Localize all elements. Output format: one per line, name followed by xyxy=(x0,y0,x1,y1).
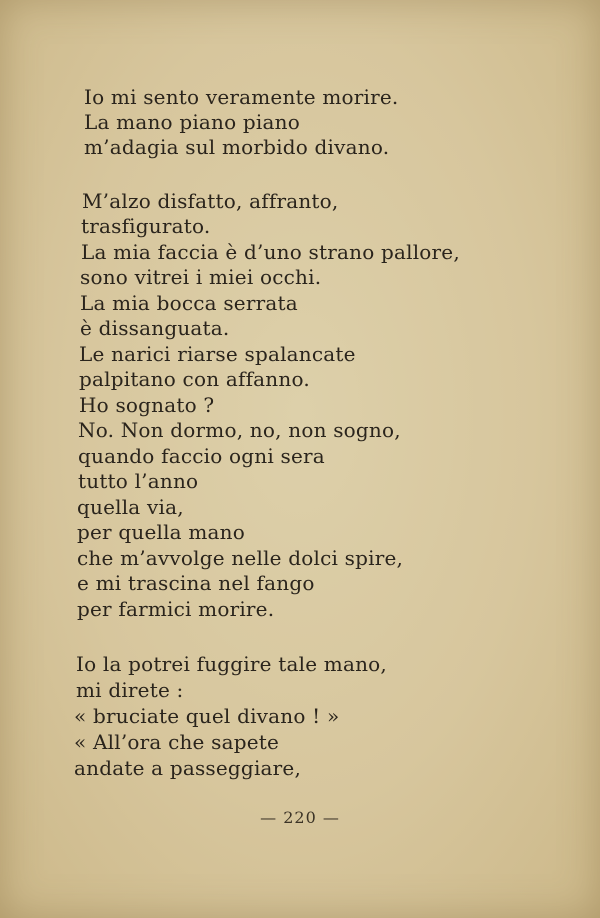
poem-line: M’alzo disfatto, affranto, xyxy=(82,189,339,213)
poem-line: quella via, xyxy=(77,495,184,519)
poem-line: tutto l’anno xyxy=(78,469,199,493)
poem-line: m’adagia sul morbido divano. xyxy=(84,135,390,159)
poem-line: trasfigurato. xyxy=(81,214,211,238)
poem-line: per farmici morire. xyxy=(77,597,275,621)
poem-line: per quella mano xyxy=(77,520,245,544)
page-number: — 220 — xyxy=(260,808,340,827)
poem-line: quando faccio ogni sera xyxy=(78,444,325,468)
poem-line: La mano piano piano xyxy=(84,110,300,134)
poem-line: palpitano con affanno. xyxy=(79,367,310,391)
poem-line: mi direte : xyxy=(76,678,184,702)
poem-line: sono vitrei i miei occhi. xyxy=(80,265,322,289)
poem-line: e mi trascina nel fango xyxy=(77,571,315,595)
poem-line: Ho sognato ? xyxy=(79,393,215,417)
poem-line: Le narici riarse spalancate xyxy=(79,342,356,366)
poem-line: andate a passeggiare, xyxy=(74,756,302,780)
poem-line: « bruciate quel divano ! » xyxy=(74,704,340,728)
poem-line: Io la potrei fuggire tale mano, xyxy=(76,652,387,676)
poem-line: « All’ora che sapete xyxy=(74,730,280,754)
poem-line: che m’avvolge nelle dolci spire, xyxy=(77,546,404,570)
poem-line: La mia faccia è d’uno strano pallore, xyxy=(81,240,460,264)
poem-line: Io mi sento veramente morire. xyxy=(84,85,399,109)
poem-line: è dissanguata. xyxy=(80,316,230,340)
poem-line: No. Non dormo, no, non sogno, xyxy=(78,418,401,442)
poem-line: La mia bocca serrata xyxy=(80,291,298,315)
